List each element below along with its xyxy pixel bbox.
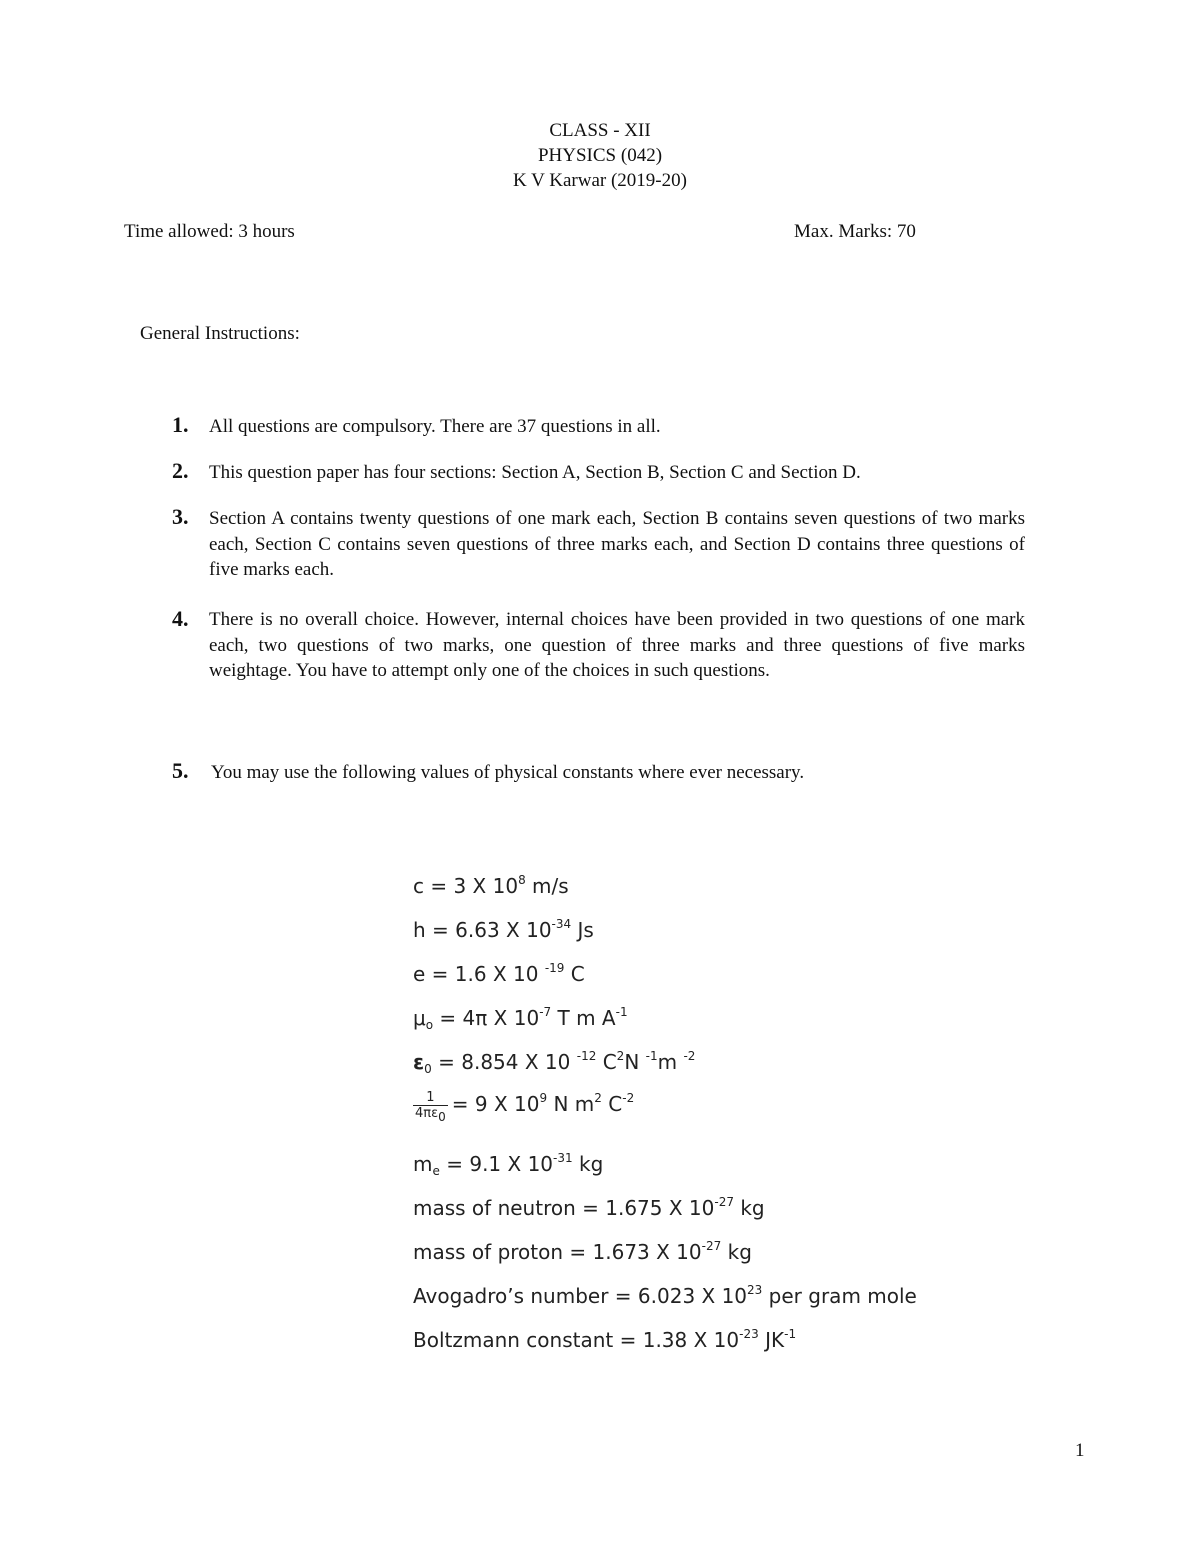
instruction-number: 1. (172, 412, 189, 437)
constant-planck: h = 6.63 X $10^{-34}$ Js (413, 917, 594, 942)
instruction-text: You may use the following values of physical constants where ever necessary. (211, 762, 805, 783)
instruction-number: 2. (172, 458, 189, 483)
paper-header (0, 118, 1200, 193)
constant-speed-of-light: c = 3 X $10^8$ m/s (413, 873, 569, 898)
page-number: 1 (1075, 1440, 1085, 1461)
instruction-text: Section A contains twenty questions of one mark each, Section B contains seven questions of two marks each, Section C contains seven questions of three marks each, and Section D contains three questions of five marks each. (209, 508, 1025, 580)
constant-proton-mass: mass of proton = 1.673 X $10^{-27}$ kg (413, 1239, 752, 1264)
constant-electron-mass: $m_e = 9.1$ X $10^{-31}$ kg (413, 1151, 604, 1178)
general-instructions-title: General Instructions: (140, 323, 300, 344)
constant-coulomb: $\frac{1}{4\pi\varepsilon_0}$ = 9 X $10^9$ N $m^2$ $C^{-2}$ (415, 1090, 635, 1124)
instruction-number: 4. (172, 606, 189, 631)
instruction-number: 3. (172, 504, 189, 529)
instruction-text: All questions are compulsory. There are 37 questions in all. (209, 416, 661, 437)
time-allowed: Time allowed: 3 hours (124, 221, 295, 242)
constant-avogadro: Avogadro’s number = 6.023 X $10^{23}$ per gram mole (413, 1283, 917, 1308)
instruction-text: There is no overall choice. However, internal choices have been provided in two questions of one mark each, two questions of two marks, one question of three marks and three questions of five marks weightage. You have to attempt only one of the choices in such questions. (209, 609, 1025, 681)
fraction: $\frac{1}{4\pi\varepsilon_0}$ (415, 1090, 446, 1124)
instruction-number: 5. (172, 758, 189, 783)
school-line: K V Karwar (2019-20) (513, 170, 687, 191)
class-line: CLASS - XII (549, 120, 651, 141)
max-marks: Max. Marks: 70 (794, 221, 916, 242)
constant-permeability: $\mu_o = 4\pi$ X $10^{-7}$ T m $A^{-1}$ (413, 1005, 628, 1032)
subject-line: PHYSICS (042) (537, 145, 663, 166)
instruction-text: This question paper has four sections: Section A, Section B, Section C and Section D. (209, 462, 861, 483)
constant-neutron-mass: mass of neutron = 1.675 X $10^{-27}$ kg (413, 1195, 765, 1220)
constant-permittivity: $\varepsilon_0 = 8.854$ X 10 $^{-12}$ $C^2N$ $^{-1}$m $^{-2}$ (413, 1049, 696, 1076)
constant-electron-charge: e = 1.6 X 10 $^{-19}$ C (413, 961, 585, 986)
constant-boltzmann: Boltzmann constant = 1.38 X $10^{-23}$ $JK^{-1}$ (413, 1327, 797, 1352)
